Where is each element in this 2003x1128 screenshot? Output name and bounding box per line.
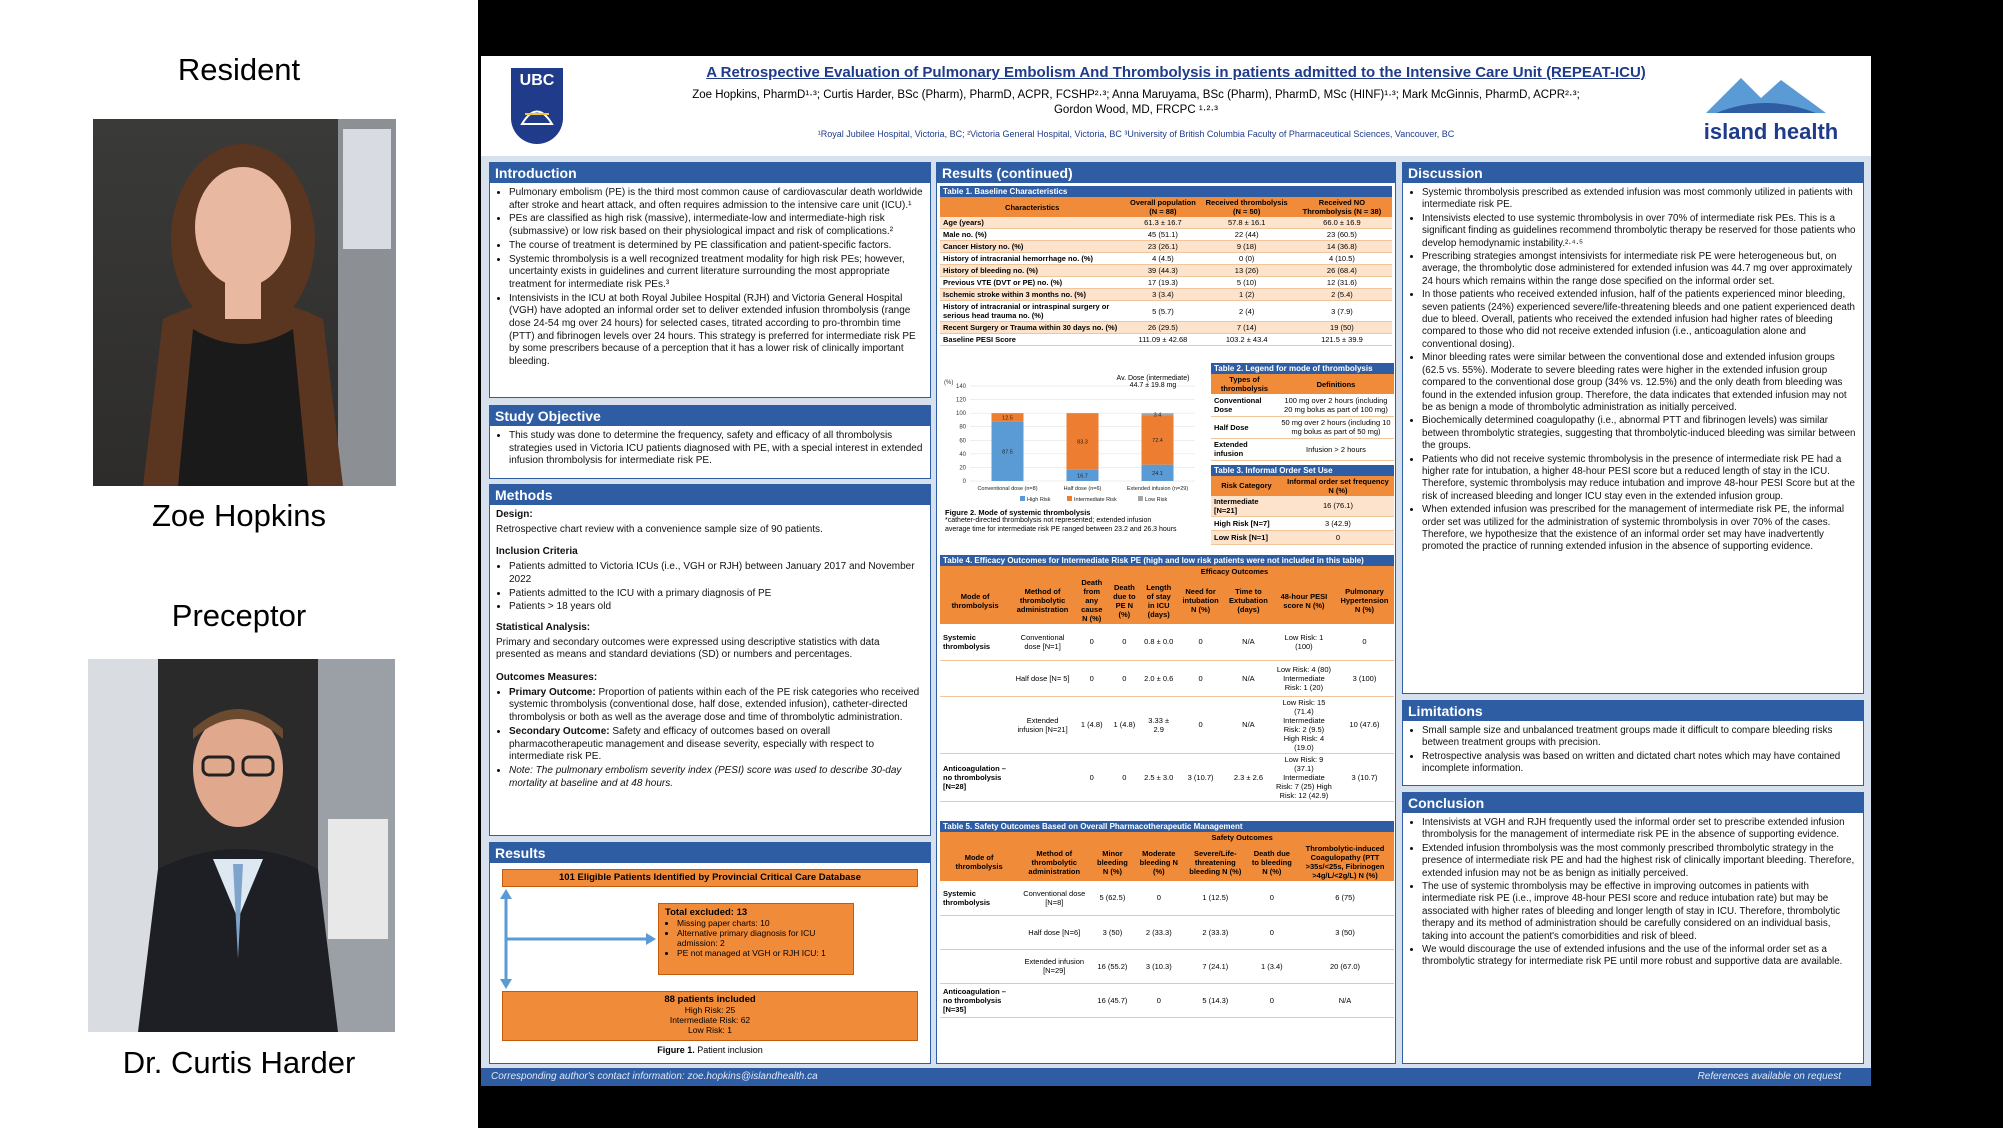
table-cell: 121.5 ± 39.9 (1292, 334, 1392, 346)
contact-info: Corresponding author's contact information: zoe.hopkins@islandhealth.ca (491, 1071, 818, 1082)
table-group-header: Safety Outcomes (1090, 832, 1394, 843)
poster (481, 56, 1871, 1086)
island-health-logo: island health (1696, 68, 1846, 148)
table-cell: Infusion > 2 hours (1278, 438, 1394, 460)
table-header: Minor bleeding N (%) (1090, 843, 1134, 881)
table-cell: 1 (2) (1202, 289, 1292, 301)
poster-header (481, 56, 1871, 156)
table-cell: 0 (1075, 753, 1109, 801)
table-row (940, 753, 1394, 801)
table-cell: 0 (1248, 915, 1296, 949)
table-header: Risk Category (1211, 476, 1282, 496)
list-item: • Extended infusion thrombolysis was the most commonly prescribed thrombolytic strategy in the presence of intermediate risk PE and had the highest risk of clinically important bleeding. Therefore, extended infusion may not be as benign as initially perceived. (1422, 843, 1857, 880)
discussion-heading: Discussion (1403, 163, 1863, 183)
x-tick-label: Half dose (n=6) (1063, 486, 1102, 492)
table-cell: Anticoagulation – no thrombolysis [N=35] (940, 983, 1018, 1017)
table-cell: 0 (1075, 624, 1109, 660)
resident-name: Zoe Hopkins (151, 498, 327, 533)
list-item: • Alternative primary diagnosis for ICU admission: 2 (677, 928, 847, 948)
table-cell: Half Dose (1211, 416, 1278, 438)
table-cell: Low Risk: 9 (37.1) Intermediate Risk: 7 (25) High Risk: 12 (42.9) (1273, 753, 1335, 801)
table-cell: 16 (76.1) (1282, 496, 1394, 517)
limitations-heading: Limitations (1403, 701, 1863, 721)
table-cell: 0 (1075, 660, 1109, 696)
methods-section (489, 484, 931, 836)
table-cell: 50 mg over 2 hours (including 10 mg bolus as part of 50 mg) (1278, 416, 1394, 438)
flow-diagram (490, 863, 930, 1063)
inclusion-list (496, 561, 924, 614)
table2-block (1211, 363, 1394, 545)
table-cell: 0 (1248, 881, 1296, 915)
table-cell: 4 (10.5) (1292, 253, 1392, 265)
results-heading: Results (490, 843, 930, 863)
data-label: 87.5 (1002, 449, 1013, 456)
objective-section (489, 405, 931, 479)
list-item: • Intensivists in the ICU at both Royal Jubilee Hospital (RJH) and Victoria General Hospital (VGH) have adopted an informal order set to deliver extended infusion thrombolysis (range dose 24-54 mg over 24 hours) for selected cases, titrated according to pro-thrombin time (PTT) and fibrinogen levels over 24 hours. This strategy is preferred for intermediate risk PE by some prescribers because of a perception that it has a lower risk of clinically important bleeding. (509, 293, 924, 369)
y-tick-label: 120 (955, 397, 966, 404)
table-row (940, 915, 1394, 949)
table-header: 48-hour PESI score N (%) (1273, 577, 1335, 624)
table-header: Severe/Life-threatening bleeding N (%) (1183, 843, 1248, 881)
table-cell: Anticoagulation – no thrombolysis [N=28] (940, 753, 1010, 801)
table-row (940, 334, 1392, 346)
data-label: 24.1 (1152, 470, 1163, 477)
table-cell: Low Risk [N=1] (1211, 530, 1282, 544)
table-header: Mode of thrombolysis (940, 843, 1018, 881)
design-text: Retrospective chart review with a convenience sample size of 90 patients. (496, 523, 823, 535)
list-item: • Systemic thrombolysis prescribed as extended infusion was most commonly utilized in patients with intermediate risk PE. (1422, 187, 1857, 212)
conclusion-list (1409, 817, 1857, 969)
legend-label: High Risk (1027, 497, 1051, 503)
y-tick-label: 140 (955, 384, 966, 390)
table-header: Death due to PE N (%) (1109, 577, 1141, 624)
x-tick-label: Extended infusion (n=29) (1126, 486, 1189, 492)
table-cell: 3 (3.4) (1124, 289, 1201, 301)
table-cell (940, 949, 1018, 983)
list-item: Intermediate Risk: 62 (669, 1015, 751, 1025)
table-header: Length of stay in ICU (days) (1140, 577, 1177, 624)
table-cell: 23 (60.5) (1292, 229, 1392, 241)
table-header: Definitions (1278, 374, 1394, 394)
legend-label: Intermediate Risk (1074, 497, 1117, 503)
table-cell: 3.33 ± 2.9 (1140, 696, 1177, 753)
table5-caption: Table 5. Safety Outcomes Based on Overall Pharmacotherapeutic Management (940, 821, 1394, 832)
safety-table (940, 832, 1394, 1018)
table-cell: Previous VTE (DVT or PE) no. (%) (940, 277, 1124, 289)
table-row (940, 265, 1392, 277)
table-cell: 6 (75) (1296, 881, 1394, 915)
table-row (940, 983, 1394, 1017)
table-cell: 0 (1109, 660, 1141, 696)
table-cell: 2.3 ± 2.6 (1224, 753, 1273, 801)
table-cell: 2 (33.3) (1183, 915, 1248, 949)
table-cell: 4 (4.5) (1124, 253, 1201, 265)
table-row (1211, 416, 1394, 438)
discussion-list (1409, 187, 1857, 554)
stats-label: Statistical Analysis: (496, 621, 591, 633)
table2-caption: Table 2. Legend for mode of thrombolysis (1211, 363, 1394, 374)
table-cell: 100 mg over 2 hours (including 20 mg bolus as part of 100 mg) (1278, 394, 1394, 416)
table-cell: 0 (0) (1202, 253, 1292, 265)
list-item: • Biochemically determined coagulopathy (i.e., abnormal PTT and fibrinogen levels) was similar between thrombolytic strategies, suggesting that thrombolytic-induced bleeding was similar between the groups. (1422, 415, 1857, 452)
y-tick-label: 100 (955, 411, 966, 418)
objective-heading: Study Objective (490, 406, 930, 426)
table-row (940, 253, 1392, 265)
table-cell: 61.3 ± 16.7 (1124, 217, 1201, 229)
table3-caption: Table 3. Informal Order Set Use (1211, 465, 1394, 476)
introduction-heading: Introduction (490, 163, 930, 183)
table-row (940, 322, 1392, 334)
table-cell: Conventional Dose (1211, 394, 1278, 416)
resident-heading: Resident (177, 52, 301, 87)
y-tick-label: 60 (959, 438, 966, 445)
table-cell: 3 (10.7) (1335, 753, 1394, 801)
table-cell: 0.8 ± 0.0 (1140, 624, 1177, 660)
table-cell: 26 (68.4) (1292, 265, 1392, 277)
table1-caption: Table 1. Baseline Characteristics (940, 186, 1392, 197)
table-cell: 12 (31.6) (1292, 277, 1392, 289)
table-cell: N/A (1224, 660, 1273, 696)
table-cell: 2 (5.4) (1292, 289, 1392, 301)
table-header: Informal order set frequency N (%) (1282, 476, 1394, 496)
table-header: Overall population (N = 88) (1124, 197, 1201, 217)
table-cell: 3 (100) (1335, 660, 1394, 696)
table-group-header: Efficacy Outcomes (1075, 566, 1394, 577)
flow-eligible-box: 101 Eligible Patients Identified by Provincial Critical Care Database (502, 869, 918, 887)
table-cell: Half dose [N= 5] (1010, 660, 1075, 696)
table-cell: Male no. (%) (940, 229, 1124, 241)
x-tick-label: Conventional dose (n=8) (977, 486, 1038, 492)
results-section (489, 842, 931, 1064)
table-cell: Extended infusion [N=29] (1018, 949, 1090, 983)
table-row (940, 277, 1392, 289)
flow-excluded-box: Total excluded: 13 • Missing paper charts: 10 • Alternative primary diagnosis for ICU admission: 2 • PE not managed at VGH or RJH ICU: 1 (658, 903, 854, 975)
table-cell: 13 (26) (1202, 265, 1292, 277)
table-cell: 1 (12.5) (1183, 881, 1248, 915)
table-cell: 2 (4) (1202, 301, 1292, 322)
list-item: • Patients > 18 years old (509, 601, 924, 614)
introduction-section (489, 162, 931, 398)
table-cell (940, 696, 1010, 753)
list-item: • Minor bleeding rates were similar between the conventional dose and extended infusion groups (62.5 vs. 55%). Moderate to severe bleeding rates were higher in the extended infusion group compared to the conventional dose group (34% vs. 12.5%) and the only death from bleeding was found in the extended infusion group. Therefore, the data indicates that extended infusion may not be as benign a mode of thrombolytic administration as initially perceived. (1422, 352, 1857, 414)
stats-text: Primary and secondary outcomes were expressed using descriptive statistics with data presented as means and standard deviations (SD) or numbers and percentages. (496, 636, 880, 661)
table-cell: 57.8 ± 16.1 (1202, 217, 1292, 229)
table-header: Death from any cause N (%) (1075, 577, 1109, 624)
table-cell: 0 (1109, 624, 1141, 660)
list-item: • Systemic thrombolysis is a well recognized treatment modality for high risk PEs; however, uncertainty exists in guidelines and current literature surrounding the most appropriate treatment for intermediate risk PEs.³ (509, 254, 924, 292)
table-cell: 2.5 ± 3.0 (1140, 753, 1177, 801)
table-cell: 5 (62.5) (1090, 881, 1134, 915)
list-item: • When extended infusion was prescribed for the management of intermediate risk PE, the informal order set was utilized for the administration of systemic thrombolysis in over 70% of the cases. Therefore, we hypothesize that the existence of an informal order set may have inadvertently promoted the practice of running extended infusion in the absence of supporting evidence. (1422, 504, 1857, 554)
table-cell: High Risk [N=7] (1211, 516, 1282, 530)
y-tick-label: 20 (959, 465, 966, 472)
table-header: Method of thrombolytic administration (1010, 577, 1075, 624)
table-cell: 2 (33.3) (1135, 915, 1183, 949)
list-item: • We would discourage the use of extended infusions and the use of the informal order set as a thrombolytic strategy for intermediate risk PE until more robust and supportive data are available. (1422, 944, 1857, 969)
table-cell (940, 915, 1018, 949)
pesi-note: • Note: The pulmonary embolism severity index (PESI) score was used to describe 30-day mortality at baseline and at 48 hours. (509, 765, 924, 790)
primary-outcome: • Primary Outcome: Proportion of patients within each of the PE risk categories who received systemic thrombolysis (conventional dose, half dose, extended infusion), catheter-directed thrombolysis or both as well as the average dose and time of thrombolytic administration. (509, 687, 924, 725)
table-cell: Conventional dose [N=1] (1010, 624, 1075, 660)
preceptor-heading: Preceptor (171, 598, 307, 633)
conclusion-section (1402, 792, 1864, 1064)
table-cell: Conventional dose [N=8] (1018, 881, 1090, 915)
data-label: 16.7 (1077, 473, 1088, 480)
list-item: • PE not managed at VGH or RJH ICU: 1 (677, 948, 847, 958)
ubc-logo: UBC (511, 68, 563, 144)
resident-photo (93, 119, 396, 486)
table-cell: 5 (14.3) (1183, 983, 1248, 1017)
table-cell: 23 (26.1) (1124, 241, 1201, 253)
table-header: Characteristics (940, 197, 1124, 217)
results-continued-section (936, 162, 1396, 1064)
table-cell: 0 (1177, 660, 1224, 696)
table-cell: 1 (3.4) (1248, 949, 1296, 983)
table-row (1211, 438, 1394, 460)
table-cell: N/A (1224, 624, 1273, 660)
list-item: • The use of systemic thrombolysis may be effective in improving outcomes in patients with intermediate risk PE (i.e., improve 48-hour PESI score and reduce intubation rate) but may be associated with higher rates of bleeding and longer length of stay in ICU. Therefore, thrombolytic therapy and its method of administration should be carefully considered on an individual basis, taking into account the patient's comorbidities and risk of bleed. (1422, 881, 1857, 943)
table-cell: History of bleeding no. (%) (940, 265, 1124, 277)
discussion-section (1402, 162, 1864, 694)
table-cell: 3 (50) (1090, 915, 1134, 949)
objective-list (496, 430, 924, 468)
table-cell: 10 (47.6) (1335, 696, 1394, 753)
list-item: • Pulmonary embolism (PE) is the third most common cause of cardiovascular death worldwide after stroke and heart attack, and often requires admission to the intensive care unit (ICU).¹ (509, 187, 924, 212)
y-tick-label: 40 (959, 451, 966, 458)
data-label: 72.4 (1152, 438, 1163, 445)
table-header: Mode of thrombolysis (940, 577, 1010, 624)
table-cell: 2.0 ± 0.6 (1140, 660, 1177, 696)
table-header: Types of thrombolysis (1211, 374, 1278, 394)
table-cell: Low Risk: 15 (71.4) Intermediate Risk: 2 (9.5) High Risk: 4 (19.0) (1273, 696, 1335, 753)
table-cell: 0 (1177, 696, 1224, 753)
table5-block (940, 821, 1394, 1018)
table-cell: 39 (44.3) (1124, 265, 1201, 277)
list-item: • Prescribing strategies amongst intensivists for intermediate risk PE were heterogeneous but, on average, the thrombolytic dose administered for extended infusion was 44.7 mg over approximately 24 hours which remains within the range dose specified on the informal order set. (1422, 251, 1857, 288)
table-cell: 1 (4.8) (1075, 696, 1109, 753)
table-cell: 5 (5.7) (1124, 301, 1201, 322)
table-header: Need for intubation N (%) (1177, 577, 1224, 624)
table-row (940, 949, 1394, 983)
conclusion-heading: Conclusion (1403, 793, 1863, 813)
methods-heading: Methods (490, 485, 930, 505)
thrombolysis-legend-table (1211, 374, 1394, 461)
preceptor-name: Dr. Curtis Harder (122, 1045, 356, 1080)
table-cell: 0 (1135, 881, 1183, 915)
inclusion-label: Inclusion Criteria (496, 546, 578, 558)
limitations-section (1402, 700, 1864, 786)
table-cell: Intermediate [N=21] (1211, 496, 1282, 517)
table-cell: 111.09 ± 42.68 (1124, 334, 1201, 346)
affiliations: ¹Royal Jubilee Hospital, Victoria, BC; ²Victoria General Hospital, Victoria, BC ³University of British Columbia Faculty of Pharmaceutical Sciences, Vancouver, BC (817, 129, 1455, 139)
table-row (940, 229, 1392, 241)
presenter-panel (0, 0, 478, 1128)
table-row (940, 881, 1394, 915)
table-cell: Cancer History no. (%) (940, 241, 1124, 253)
list-item: • Small sample size and unbalanced treatment groups made it difficult to compare bleeding risks between treatment groups with precision. (1422, 725, 1857, 750)
list-item: • Missing paper charts: 10 (677, 918, 847, 928)
table-cell: Extended infusion (1211, 438, 1278, 460)
legend-swatch (1138, 496, 1143, 501)
table-header: Received thrombolysis (N = 50) (1202, 197, 1292, 217)
poster-title: A Retrospective Evaluation of Pulmonary Embolism And Thrombolysis in patients admitted to the Intensive Care Unit (REPEAT-ICU) (706, 64, 1646, 81)
table-cell: Ischemic stroke within 3 months no. (%) (940, 289, 1124, 301)
table-cell: 66.0 ± 16.9 (1292, 217, 1392, 229)
table-cell: N/A (1224, 696, 1273, 753)
table-cell: Low Risk: 4 (80) Intermediate Risk: 1 (20) (1273, 660, 1335, 696)
data-label: 12.5 (1002, 415, 1013, 422)
table-row (1211, 394, 1394, 416)
table-row (940, 696, 1394, 753)
table-header: Moderate bleeding N (%) (1135, 843, 1183, 881)
outcomes-label: Outcomes Measures: (496, 672, 598, 684)
figure2 (940, 363, 1202, 553)
table-cell: 22 (44) (1202, 229, 1292, 241)
efficacy-table (940, 566, 1394, 802)
table-cell: 16 (55.2) (1090, 949, 1134, 983)
table-cell: Age (years) (940, 217, 1124, 229)
table-row (940, 660, 1394, 696)
table-cell: 7 (14) (1202, 322, 1292, 334)
table-cell: 3 (10.3) (1135, 949, 1183, 983)
poster-footer (481, 1068, 1871, 1086)
table-cell: Extended infusion [N=21] (1010, 696, 1075, 753)
table-row (940, 241, 1392, 253)
table-row (940, 624, 1394, 660)
results-continued-heading: Results (continued) (937, 163, 1395, 183)
table-cell: 0 (1177, 624, 1224, 660)
table-row (1211, 530, 1394, 544)
data-label: 83.3 (1077, 439, 1088, 446)
table-row (1211, 516, 1394, 530)
avdose-annotation: Av. Dose (intermediate) 44.7 ± 19.8 mg (1116, 375, 1190, 389)
list-item: High Risk: 25 (684, 1005, 736, 1015)
table4-block (940, 555, 1394, 802)
list-item: Low Risk: 1 (688, 1025, 732, 1035)
figure2-note: *catheter-directed thrombolysis not represented; extended infusion average time for intermediate risk PE ranged between 23.2 and 26.3 hours (945, 517, 1177, 533)
table-row (940, 217, 1392, 229)
table-row (940, 289, 1392, 301)
flow-included-box: 88 patients included High Risk: 25 Intermediate Risk: 62 Low Risk: 1 (502, 991, 918, 1041)
table-cell: 16 (45.7) (1090, 983, 1134, 1017)
table-header: Received NO Thrombolysis (N = 38) (1292, 197, 1392, 217)
table-cell: 14 (36.8) (1292, 241, 1392, 253)
table-header: Thrombolytic-induced Coagulopathy (PTT >35s/<25s, Fibrinogen >4g/L/<2g/L) N (%) (1296, 843, 1394, 881)
table-cell: 0 (1248, 983, 1296, 1017)
figure2-caption: Figure 2. Mode of systemic thrombolysis (945, 508, 1091, 517)
table-cell: Systemic thrombolysis (940, 881, 1018, 915)
table-cell: 0 (1109, 753, 1141, 801)
baseline-table (940, 197, 1392, 346)
list-item: • This study was done to determine the frequency, safety and efficacy of all thrombolysis strategies used in Victoria ICU patients diagnosed with PE, with a special interest in extended infusion thrombolysis for intermediate risk PE. (509, 430, 924, 468)
table-cell: 19 (50) (1292, 322, 1392, 334)
table-cell: 103.2 ± 43.4 (1202, 334, 1292, 346)
references-note: References available on request (1697, 1071, 1841, 1082)
y-tick-label: 0 (962, 479, 966, 485)
table-header: Time to Extubation (days) (1224, 577, 1273, 624)
secondary-outcome: • Secondary Outcome: Safety and efficacy of outcomes based on overall pharmacotherapeutic management and disease severity, especially with respect to intermediate risk PE. (509, 726, 924, 764)
list-item: • Intensivists elected to use systemic thrombolysis in over 70% of intermediate risk PEs. This is a significant finding as guidelines recommend thrombolytic therapy be reserved for those patients who develop hemodynamic instability.²·⁴·⁵ (1422, 213, 1857, 250)
list-item: • Patients who did not receive systemic thrombolysis in the presence of intermediate risk PE had a higher rate for intubation, a higher 48-hour PESI score but a reduced length of stay in the ICU. Therefore, systemic thrombolysis may reduce intubation and improve 48-hour PESI Score but at the risk of increased bleeding and longer ICU stay even in the extended infusion group. (1422, 454, 1857, 504)
list-item: • Patients admitted to Victoria ICUs (i.e., VGH or RJH) between January 2017 and November 2022 (509, 561, 924, 586)
table-cell: Half dose [N=6] (1018, 915, 1090, 949)
author-list: Zoe Hopkins, PharmD¹·³; Curtis Harder, BSc (Pharm), PharmD, ACPR, FCSHP²·³; Anna Maruyama, BSc (Pharm), PharmD, MSc (HINF)¹·³; Mark McGinnis, PharmD, ACPR²·³; Gordon Wood, MD, FRCPC ¹·²·³ (692, 89, 1580, 116)
table-row (940, 301, 1392, 322)
table-cell: 20 (67.0) (1296, 949, 1394, 983)
table-cell (1010, 753, 1075, 801)
list-item: • The course of treatment is determined by PE classification and patient-specific factors. (509, 240, 924, 253)
table-header: Pulmonary Hypertension N (%) (1335, 577, 1394, 624)
data-label: 3.4 (1153, 412, 1162, 419)
table-cell: Recent Surgery or Trauma within 30 days no. (%) (940, 322, 1124, 334)
table-cell: 3 (42.9) (1282, 516, 1394, 530)
list-item: • Intensivists at VGH and RJH frequently used the informal order set to prescribe extended infusion thrombolysis for the management of intermediate risk PE in the absence of supporting evidence. (1422, 817, 1857, 842)
table-cell: N/A (1296, 983, 1394, 1017)
table-cell: 3 (7.9) (1292, 301, 1392, 322)
table-cell: Systemic thrombolysis (940, 624, 1010, 660)
table-cell: 3 (10.7) (1177, 753, 1224, 801)
figure1-caption: Figure 1. Patient inclusion (657, 1045, 763, 1055)
design-label: Design: (496, 509, 533, 520)
table-cell: 45 (51.1) (1124, 229, 1201, 241)
legend-label: Low Risk (1145, 497, 1168, 503)
table-cell: 7 (24.1) (1183, 949, 1248, 983)
table-cell: Low Risk: 1 (100) (1273, 624, 1335, 660)
table-cell (940, 660, 1010, 696)
table-header: Death due to bleeding N (%) (1248, 843, 1296, 881)
table-cell: 5 (10) (1202, 277, 1292, 289)
y-tick-label: 80 (959, 424, 966, 431)
table4-caption: Table 4. Efficacy Outcomes for Intermediate Risk PE (high and low risk patients were not included in this table) (940, 555, 1394, 566)
table-cell: 0 (1335, 624, 1394, 660)
limitations-list (1409, 725, 1857, 776)
preceptor-photo (88, 659, 395, 1032)
y-axis-label: (%) (944, 380, 954, 386)
table-cell: Baseline PESI Score (940, 334, 1124, 346)
legend-swatch (1067, 496, 1072, 501)
table-cell: 26 (29.5) (1124, 322, 1201, 334)
list-item: • Retrospective analysis was based on written and dictated chart notes which may have contained incomplete information. (1422, 751, 1857, 776)
introduction-list (496, 187, 924, 369)
legend-swatch (1020, 496, 1025, 501)
table-header: Method of thrombolytic administration (1018, 843, 1090, 881)
table-cell: 17 (19.3) (1124, 277, 1201, 289)
order-set-table (1211, 476, 1394, 545)
table-row (1211, 496, 1394, 517)
list-item: • In those patients who received extended infusion, half of the patients experienced minor bleeding, seven patients (24%) experienced severe/life-threatening bleeds and one patient experienced death due to bleed. Overall, patients who received the extended infusion had higher rates of bleeding compared to those who did not receive extended infusion (i.e., anticoagulation alone and conventional dosing). (1422, 289, 1857, 351)
table-cell: History of intracranial or intraspinal surgery or serious head trauma no. (%) (940, 301, 1124, 322)
table-cell: 1 (4.8) (1109, 696, 1141, 753)
table-cell: 0 (1135, 983, 1183, 1017)
table-cell: 9 (18) (1202, 241, 1292, 253)
list-item: • PEs are classified as high risk (massive), intermediate-low and intermediate-high risk (submassive) or low risk based on their physiological impact and risk of complications.² (509, 213, 924, 238)
table-cell: 3 (50) (1296, 915, 1394, 949)
table-cell: 0 (1282, 530, 1394, 544)
list-item: • Patients admitted to the ICU with a primary diagnosis of PE (509, 588, 924, 601)
table-cell: History of intracranial hemorrhage no. (%) (940, 253, 1124, 265)
table-cell (1018, 983, 1090, 1017)
